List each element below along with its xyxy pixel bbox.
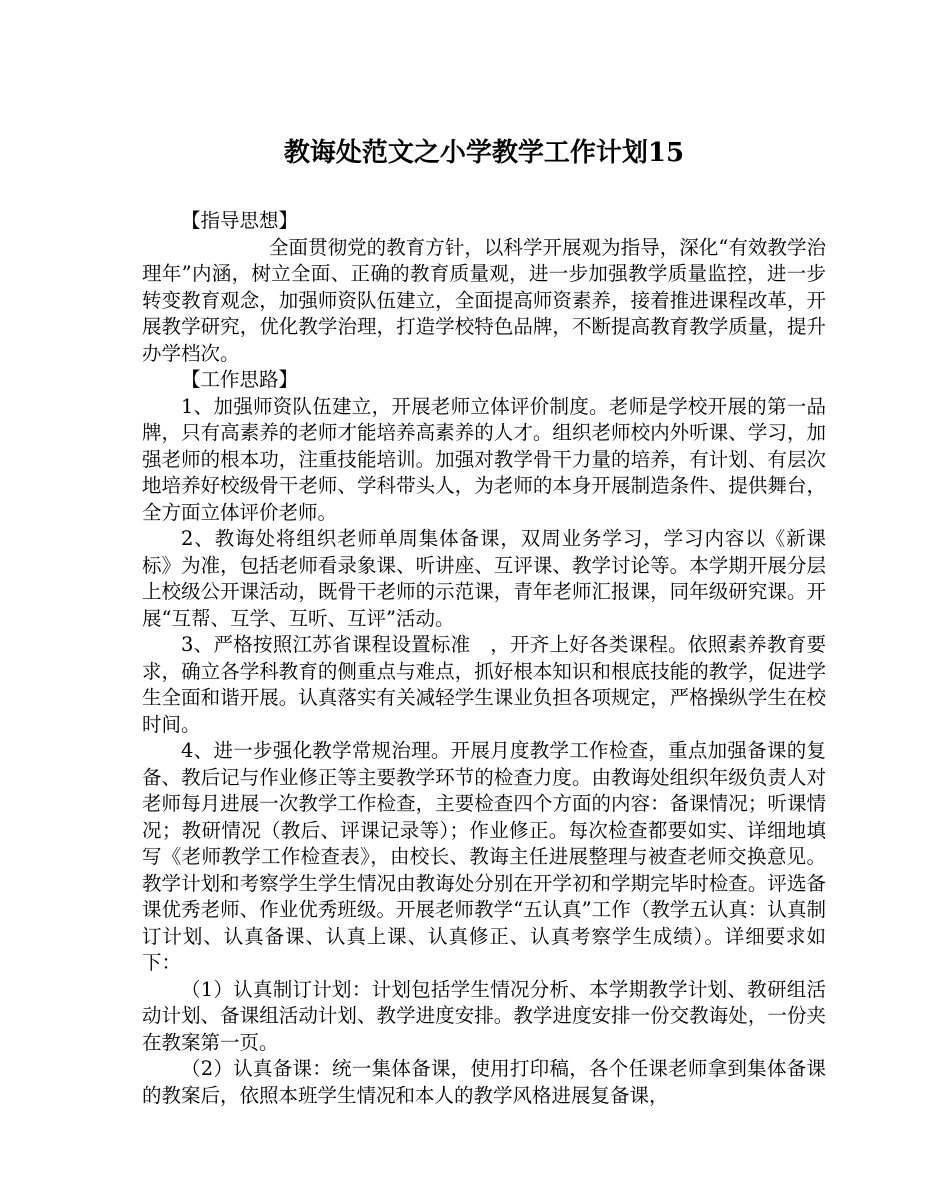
section-heading-guiding-thought: 【指导思想】: [181, 209, 299, 232]
section-heading-work-approach: 【工作思路】: [181, 368, 299, 391]
sub-item-plan-paragraph: （1）认真制订计划：计划包括学生情况分析、本学期教学计划、教研组活动计划、备课组活动计划、教学进度安排。教学进度安排一份交教诲处，一份夹在教案第一页。: [142, 977, 826, 1054]
work-item-3-paragraph: 3、严格按照江苏省课程设置标准 ，开齐上好各类课程。依照素养教育要求，确立各学科教育的侧重点与难点，抓好根本知识和根底技能的教学，促进学生全面和谐开展。认真落实有关减轻学生课业负担各项规定，严格操纵学生在校时间。: [142, 633, 826, 736]
work-item-1-paragraph: 1、加强师资队伍建立，开展老师立体评价制度。老师是学校开展的第一品牌，只有高素养的老师才能培养高素养的人才。组织老师校内外听课、学习，加强老师的根本功，注重技能培训。加强对教学骨干力量的培养，有计划、有层次地培养好校级骨干老师、学科带头人，为老师的本身开展制造条件、提供舞台，全方面立体评价老师。: [142, 394, 826, 524]
document-body: [142, 208, 826, 1109]
document-title: 教诲处范文之小学教学工作计划15: [283, 138, 685, 168]
work-item-4-paragraph: 4、进一步强化教学常规治理。开展月度教学工作检查，重点加强备课的复备、教后记与作业修正等主要教学环节的检查力度。由教诲处组织年级负责人对老师每月进展一次教学工作检查，主要检查四个方面的内容：备课情况；听课情况；教研情况（教后、评课记录等）；作业修正。每次检查都要如实、详细地填写《老师教学工作检查表》，由校长、教诲主任进展整理与被查老师交换意见。教学计划和考察学生学生情况由教诲处分别在开学初和学期完毕时检查。评选备课优秀老师、作业优秀班级。开展老师教学“五认真”工作（教学五认真：认真制订计划、认真备课、认真上课、认真修正、认真考察学生成绩）。详细要求如下：: [142, 739, 826, 974]
sub-item-prepare-paragraph: （2）认真备课：统一集体备课，使用打印稿，各个任课老师拿到集体备课的教案后，依照本班学生情况和本人的教学风格进展复备课，: [142, 1057, 826, 1107]
work-item-2-paragraph: 2、教诲处将组织老师单周集体备课，双周业务学习，学习内容以《新课标》为准，包括老师看录象课、听讲座、互评课、教学讨论等。本学期开展分层上校级公开课活动，既骨干老师的示范课，青年老师汇报课，同年级研究课。开展“互帮、互学、互听、互评”活动。: [142, 527, 826, 630]
guiding-thought-paragraph: 全面贯彻党的教育方针，以科学开展观为指导，深化“有效教学治理年”内涵，树立全面、正确的教育质量观，进一步加强教学质量监控，进一步转变教育观念，加强师资队伍建立，全面提高师资素养，接着推进课程改革，开展教学研究，优化教学治理，打造学校特色品牌，不断提高教育教学质量，提升办学档次。: [142, 235, 826, 365]
